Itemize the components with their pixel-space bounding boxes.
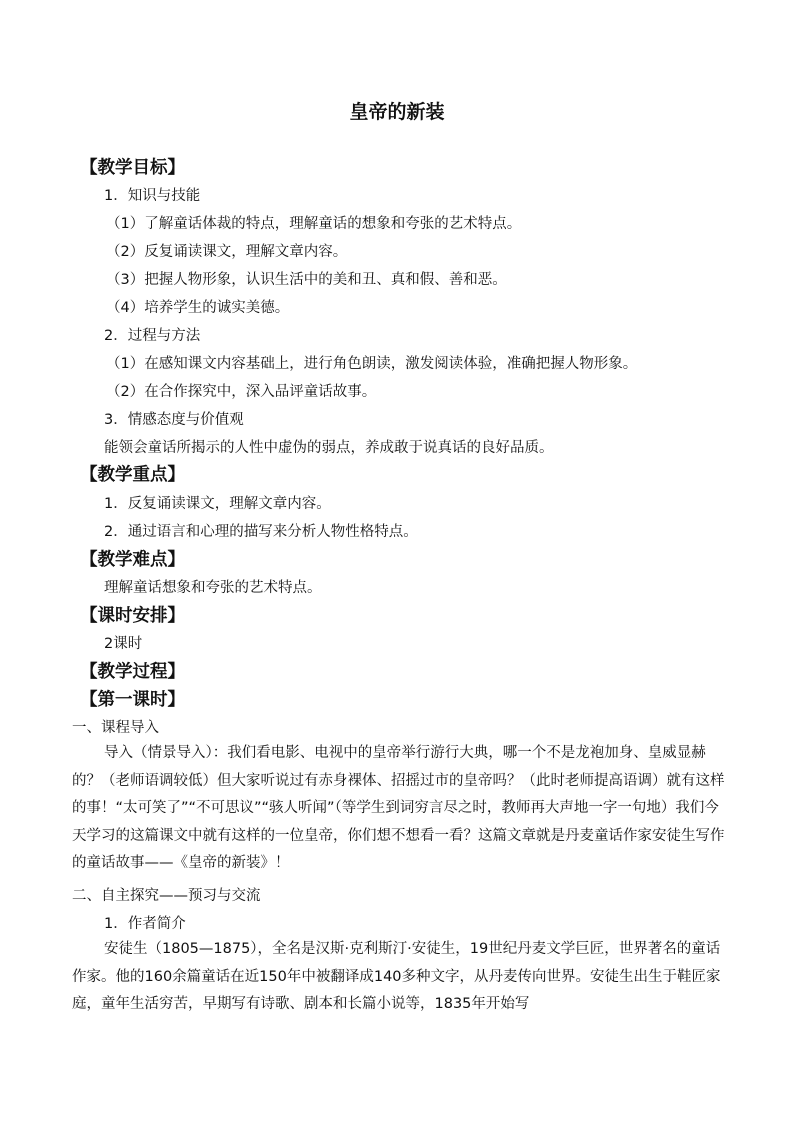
heading-objectives: 【教学目标】 [80, 158, 185, 178]
objective-sub3: 3．情感态度与价值观 [104, 412, 244, 428]
part1-paragraph: 导入（情景导入）：我们看电影、电视中的皇帝举行游行大典，哪一个不是龙袍加身、皇威显赫的？（老师语调较低）但大家听说过有赤身裸体、招摇过市的皇帝吗？（此时老师提高语调）就有这样的事！“太可笑了”“不可思议”“骇人听闻”（等学生到词穷言尽之时，教师再大声地一字一句地）我们今天学习的这篇课文中就有这样的一位皇帝，你们想不想看一看？这篇文章就是丹麦童话作家安徒生写作的童话故事——《皇帝的新装》！ [72, 745, 725, 871]
objective-item: （1）在感知课文内容基础上，进行角色朗读，激发阅读体验，准确把握人物形象。 [106, 356, 638, 372]
difficulty-text: 理解童话想象和夸张的艺术特点。 [104, 580, 322, 596]
heading-difficulties: 【教学难点】 [80, 550, 185, 570]
heading-key-points: 【教学重点】 [80, 465, 185, 485]
part1-title: 一、课程导入 [72, 720, 159, 736]
objective-item: （4）培养学生的诚实美德。 [106, 300, 290, 316]
heading-schedule: 【课时安排】 [80, 606, 185, 626]
objective-sub3-text: 能领会童话所揭示的人性中虚伪的弱点，养成敢于说真话的良好品质。 [104, 440, 554, 456]
objective-item: （2）反复诵读课文，理解文章内容。 [106, 244, 348, 260]
part2-sub1: 1．作者简介 [104, 916, 186, 932]
heading-process: 【教学过程】 [80, 662, 185, 682]
objective-item: （2）在合作探究中，深入品评童话故事。 [106, 384, 377, 400]
key-point-item: 2．通过语言和心理的描写来分析人物性格特点。 [104, 524, 418, 540]
objective-sub2: 2．过程与方法 [104, 328, 201, 344]
heading-lesson1: 【第一课时】 [80, 690, 185, 710]
objective-item: （1）了解童话体裁的特点，理解童话的想象和夸张的艺术特点。 [106, 216, 522, 232]
key-point-item: 1．反复诵读课文，理解文章内容。 [104, 496, 331, 512]
part2-paragraph: 安徒生（1805—1875），全名是汉斯·克利斯汀·安徒生，19世纪丹麦文学巨匠，世界著名的童话作家。他的160余篇童话在近150年中被翻译成140多种文字，从丹麦传向世界。安徒生出生于鞋匠家庭，童年生活穷苦，早期写有诗歌、剧本和长篇小说等，1835年开始写 [72, 941, 721, 1012]
schedule-text: 2课时 [104, 636, 143, 652]
document-title: 皇帝的新装 [349, 101, 445, 123]
objective-item: （3）把握人物形象，认识生活中的美和丑、真和假、善和恶。 [106, 272, 507, 288]
part2-title: 二、自主探究——预习与交流 [72, 888, 261, 904]
objective-sub1: 1．知识与技能 [104, 188, 201, 204]
